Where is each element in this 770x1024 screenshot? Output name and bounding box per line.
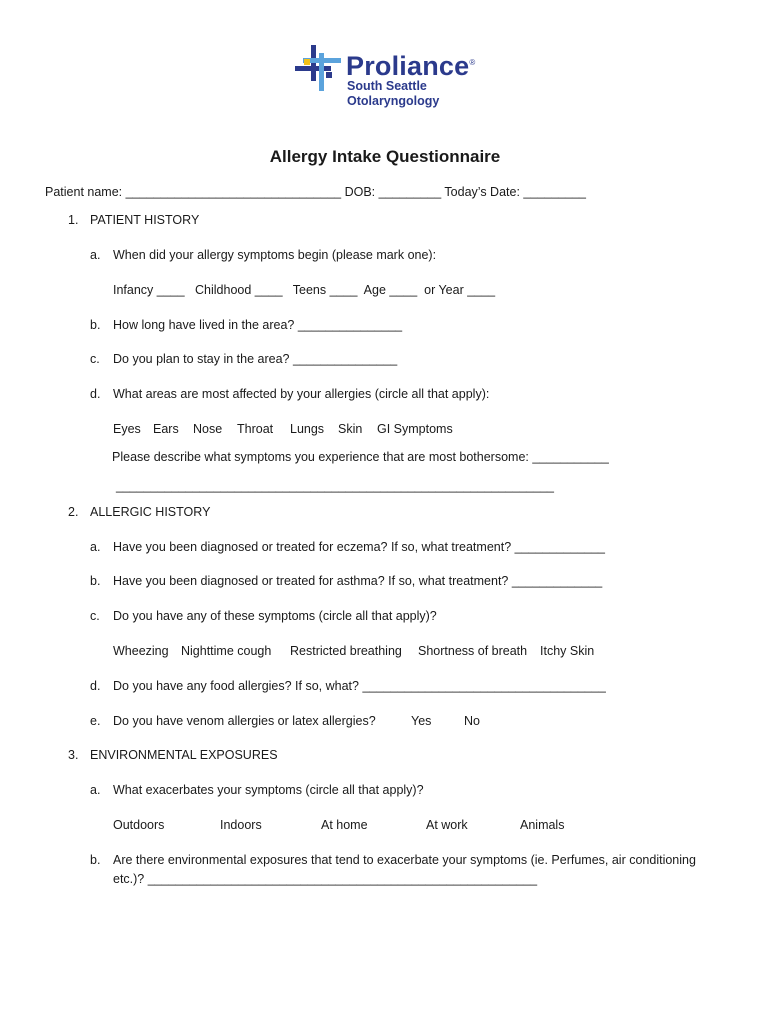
question-stay-in-area: Do you plan to stay in the area? _______________ [113, 352, 398, 366]
describe-symptoms-blank-line: _______________________________________________________________ [116, 479, 554, 493]
exacerbator-option: Indoors [220, 818, 262, 832]
patient-info-line: Patient name: _______________________________ DOB: _________ Today’s Date: _________ [45, 185, 586, 199]
logo-subtitle-line1: South Seattle [347, 79, 427, 93]
affected-area-option: Skin [338, 422, 363, 436]
logo-brand-name: Proliance® [346, 51, 476, 81]
question-letter: b. [90, 853, 101, 867]
exacerbator-option: At work [426, 818, 468, 832]
symptom-option: Wheezing [113, 644, 169, 658]
question-letter: c. [90, 609, 100, 623]
symptom-option: Itchy Skin [540, 644, 595, 658]
option-no: No [464, 714, 480, 728]
symptom-option: Nighttime cough [181, 644, 272, 658]
logo-subtitle-line2: Otolaryngology [347, 94, 440, 108]
question-eczema: Have you been diagnosed or treated for eczema? If so, what treatment? _____________ [113, 540, 605, 554]
question-symptom-onset: When did your allergy symptoms begin (please mark one): [113, 248, 437, 262]
question-asthma: Have you been diagnosed or treated for asthma? If so, what treatment? _____________ [113, 574, 603, 588]
symptom-option: Restricted breathing [290, 644, 402, 658]
question-letter: a. [90, 783, 101, 797]
affected-area-option: Ears [153, 422, 179, 436]
question-letter: a. [90, 248, 101, 262]
question-letter: d. [90, 387, 101, 401]
question-letter: b. [90, 574, 101, 588]
symptom-option: Shortness of breath [418, 644, 528, 658]
question-letter: e. [90, 714, 101, 728]
affected-area-option: Lungs [290, 422, 325, 436]
page-title: Allergy Intake Questionnaire [269, 147, 501, 166]
question-affected-areas: What areas are most affected by your allergies (circle all that apply): [113, 387, 490, 401]
section-number: 1. [68, 213, 79, 227]
question-food-allergies: Do you have any food allergies? If so, what? ___________________________________ [113, 679, 606, 693]
describe-symptoms-prompt: Please describe what symptoms you experience that are most bothersome: ___________ [112, 450, 609, 464]
onset-options-line: Infancy ____ Childhood ____ Teens ____ Age ____ or Year ____ [113, 283, 496, 297]
exacerbator-option: Outdoors [113, 818, 165, 832]
section-number: 2. [68, 505, 79, 519]
affected-area-option: Nose [193, 422, 223, 436]
option-yes: Yes [411, 714, 432, 728]
exacerbator-option: Animals [520, 818, 565, 832]
exacerbator-option: At home [321, 818, 368, 832]
affected-area-option: GI Symptoms [377, 422, 453, 436]
affected-area-option: Throat [237, 422, 274, 436]
question-letter: c. [90, 352, 100, 366]
section-heading: PATIENT HISTORY [90, 213, 200, 227]
section-heading: ENVIRONMENTAL EXPOSURES [90, 748, 278, 762]
question-symptoms: Do you have any of these symptoms (circle all that apply)? [113, 609, 437, 623]
question-letter: b. [90, 318, 101, 332]
section-number: 3. [68, 748, 79, 762]
logo-trademark: ® [469, 58, 476, 67]
question-letter: d. [90, 679, 101, 693]
question-venom-latex: Do you have venom allergies or latex allergies? [113, 714, 376, 728]
question-environmental-exposures: Are there environmental exposures that tend to exacerbate your symptoms (ie. Perfumes, air conditioning [113, 853, 696, 867]
question-environmental-exposures-cont: etc.)? ________________________________________________________ [113, 872, 538, 886]
proliance-cross-logo-icon [295, 45, 341, 91]
question-exacerbators: What exacerbates your symptoms (circle all that apply)? [113, 783, 424, 797]
question-time-in-area: How long have lived in the area? _______________ [113, 318, 403, 332]
question-letter: a. [90, 540, 101, 554]
affected-area-option: Eyes [113, 422, 141, 436]
section-heading: ALLERGIC HISTORY [90, 505, 211, 519]
